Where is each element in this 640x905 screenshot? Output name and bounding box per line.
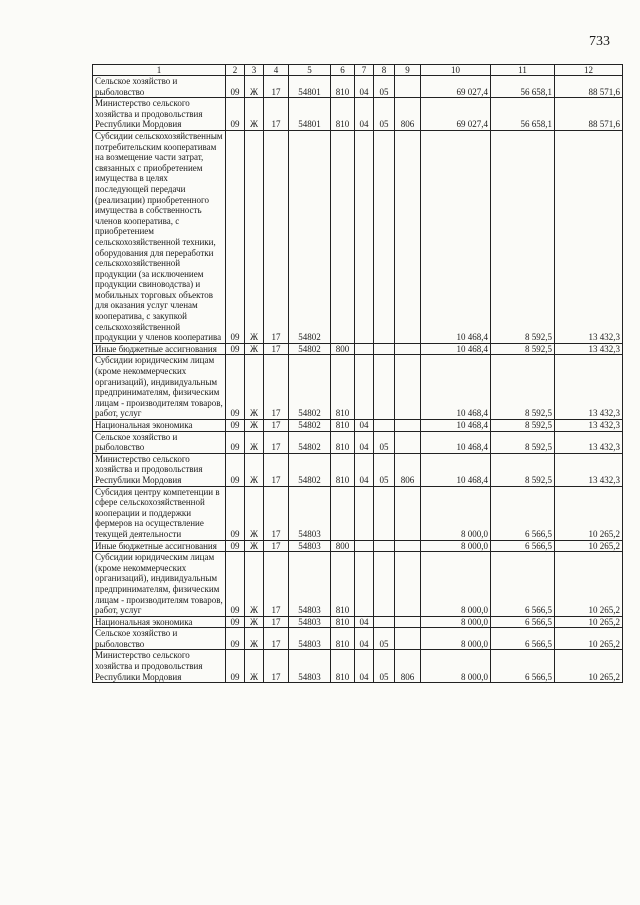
table-cell-col-7-section: 04 <box>355 420 374 432</box>
table-cell-col-10-amount: 10 468,4 <box>421 431 491 453</box>
table-cell-col-4: 17 <box>264 616 289 628</box>
table-cell-col-3: Ж <box>245 355 264 420</box>
table-cell-col-2: 09 <box>226 431 245 453</box>
column-header: 7 <box>355 65 374 76</box>
table-cell-col-4: 17 <box>264 486 289 540</box>
table-cell-col-9-ministry: 806 <box>395 650 421 683</box>
table-cell-col-6-type: 810 <box>331 76 355 98</box>
table-cell-col-12-amount: 88 571,6 <box>555 98 623 131</box>
table-cell-col-11-amount: 8 592,5 <box>491 453 555 486</box>
table-cell-col-12-amount: 13 432,3 <box>555 343 623 355</box>
table-cell-col-5-target: 54802 <box>289 130 331 343</box>
table-cell-col-10-amount: 10 468,4 <box>421 130 491 343</box>
table-cell-col-12-amount: 10 265,2 <box>555 616 623 628</box>
table-cell-col-4: 17 <box>264 355 289 420</box>
column-header: 12 <box>555 65 623 76</box>
table-cell-col-3: Ж <box>245 420 264 432</box>
table-cell-col-7-section <box>355 552 374 617</box>
table-cell-col-10-amount: 8 000,0 <box>421 628 491 650</box>
table-cell-col-10-amount: 10 468,4 <box>421 343 491 355</box>
table-cell-row-name: Национальная экономика <box>93 420 226 432</box>
table-cell-row-name: Министерство сельского хозяйства и продовольствия Республики Мордовия <box>93 650 226 683</box>
table-cell-col-2: 09 <box>226 616 245 628</box>
table-cell-col-8-subsection <box>374 343 395 355</box>
table-cell-col-9-ministry <box>395 130 421 343</box>
table-cell-row-name: Министерство сельского хозяйства и продовольствия Республики Мордовия <box>93 453 226 486</box>
table-cell-col-7-section <box>355 130 374 343</box>
table-row <box>93 420 623 432</box>
table-cell-col-8-subsection: 05 <box>374 453 395 486</box>
table-cell-col-9-ministry: 806 <box>395 453 421 486</box>
table-cell-col-3: Ж <box>245 130 264 343</box>
table-cell-col-2: 09 <box>226 76 245 98</box>
table-cell-col-12-amount: 13 432,3 <box>555 420 623 432</box>
table-cell-col-5-target: 54802 <box>289 355 331 420</box>
table-cell-col-8-subsection <box>374 540 395 552</box>
table-cell-col-12-amount: 13 432,3 <box>555 431 623 453</box>
table-cell-col-8-subsection <box>374 616 395 628</box>
table-cell-col-6-type: 810 <box>331 453 355 486</box>
table-row <box>93 453 623 486</box>
table-cell-col-8-subsection <box>374 486 395 540</box>
table-cell-col-3: Ж <box>245 486 264 540</box>
table-cell-col-3: Ж <box>245 616 264 628</box>
table-cell-col-10-amount: 69 027,4 <box>421 98 491 131</box>
table-cell-col-2: 09 <box>226 98 245 131</box>
table-cell-col-12-amount: 88 571,6 <box>555 76 623 98</box>
table-cell-col-10-amount: 10 468,4 <box>421 453 491 486</box>
column-header: 9 <box>395 65 421 76</box>
table-cell-col-3: Ж <box>245 98 264 131</box>
table-cell-col-11-amount: 8 592,5 <box>491 431 555 453</box>
table-row <box>93 76 623 98</box>
table-cell-col-12-amount: 10 265,2 <box>555 650 623 683</box>
table-cell-row-name: Сельское хозяйство и рыболовство <box>93 628 226 650</box>
table-cell-col-5-target: 54803 <box>289 628 331 650</box>
table-row <box>93 486 623 540</box>
table-cell-col-7-section: 04 <box>355 76 374 98</box>
column-header: 6 <box>331 65 355 76</box>
table-cell-col-6-type: 800 <box>331 343 355 355</box>
table-cell-col-11-amount: 6 566,5 <box>491 486 555 540</box>
table-cell-col-5-target: 54802 <box>289 431 331 453</box>
table-cell-col-7-section <box>355 486 374 540</box>
table-cell-col-11-amount: 56 658,1 <box>491 76 555 98</box>
table-cell-col-11-amount: 8 592,5 <box>491 130 555 343</box>
table-cell-col-9-ministry <box>395 628 421 650</box>
table-cell-row-name: Субсидии сельскохозяйственным потребительским кооперативам на возмещение части затрат, связанных с приобретением имущества в целях последующей передачи (реализации) приобретенного имущества в собственность членов кооператива, с приобретением сельскохозяйственной техники, оборудования для переработки сельскохозяйственной продукции (за исключением продукции свиноводства) и мобильных торговых объектов для оказания услуг членам кооператива, с закупкой сельскохозяйственной продукции у членов кооператива <box>93 130 226 343</box>
table-cell-col-11-amount: 6 566,5 <box>491 650 555 683</box>
table-cell-row-name: Субсидии юридическим лицам (кроме некоммерческих организаций), индивидуальным предпринимателям, физическим лицам - производителям товаров, работ, услуг <box>93 355 226 420</box>
table-cell-col-2: 09 <box>226 453 245 486</box>
table-cell-col-7-section <box>355 355 374 420</box>
table-cell-row-name: Субсидия центру компетенции в сфере сельскохозяйственной кооперации и поддержки фермеров на осуществление текущей деятельности <box>93 486 226 540</box>
table-cell-col-8-subsection: 05 <box>374 76 395 98</box>
table-cell-col-8-subsection: 05 <box>374 98 395 131</box>
table-cell-col-3: Ж <box>245 76 264 98</box>
table-cell-col-5-target: 54803 <box>289 540 331 552</box>
table-cell-col-11-amount: 6 566,5 <box>491 540 555 552</box>
table-cell-col-6-type: 810 <box>331 552 355 617</box>
budget-table <box>92 64 623 683</box>
table-cell-col-6-type: 810 <box>331 98 355 131</box>
table-cell-row-name: Национальная экономика <box>93 616 226 628</box>
table-cell-col-12-amount: 10 265,2 <box>555 628 623 650</box>
table-cell-col-11-amount: 6 566,5 <box>491 616 555 628</box>
table-cell-col-2: 09 <box>226 355 245 420</box>
table-cell-col-2: 09 <box>226 130 245 343</box>
table-cell-row-name: Сельское хозяйство и рыболовство <box>93 76 226 98</box>
table-row <box>93 355 623 420</box>
table-cell-col-2: 09 <box>226 552 245 617</box>
table-cell-col-5-target: 54802 <box>289 420 331 432</box>
table-cell-col-7-section: 04 <box>355 98 374 131</box>
table-cell-col-12-amount: 10 265,2 <box>555 540 623 552</box>
table-cell-col-7-section: 04 <box>355 616 374 628</box>
table-cell-col-8-subsection <box>374 355 395 420</box>
table-cell-col-6-type: 810 <box>331 355 355 420</box>
table-cell-col-11-amount: 8 592,5 <box>491 343 555 355</box>
table-cell-col-12-amount: 10 265,2 <box>555 552 623 617</box>
table-cell-col-4: 17 <box>264 343 289 355</box>
table-cell-col-5-target: 54802 <box>289 453 331 486</box>
table-cell-col-6-type: 810 <box>331 431 355 453</box>
table-cell-col-11-amount: 6 566,5 <box>491 628 555 650</box>
table-cell-col-7-section: 04 <box>355 453 374 486</box>
table-cell-col-12-amount: 13 432,3 <box>555 355 623 420</box>
table-cell-col-12-amount: 13 432,3 <box>555 453 623 486</box>
table-row <box>93 650 623 683</box>
table-cell-col-10-amount: 8 000,0 <box>421 540 491 552</box>
column-header: 11 <box>491 65 555 76</box>
table-cell-col-9-ministry <box>395 343 421 355</box>
table-row <box>93 98 623 131</box>
table-cell-col-8-subsection: 05 <box>374 650 395 683</box>
table-cell-col-6-type: 810 <box>331 616 355 628</box>
table-cell-row-name: Иные бюджетные ассигнования <box>93 540 226 552</box>
table-cell-col-3: Ж <box>245 431 264 453</box>
table-cell-col-10-amount: 10 468,4 <box>421 420 491 432</box>
column-header: 5 <box>289 65 331 76</box>
table-cell-col-3: Ж <box>245 628 264 650</box>
table-cell-col-7-section: 04 <box>355 650 374 683</box>
table-cell-col-2: 09 <box>226 628 245 650</box>
table-cell-col-12-amount: 10 265,2 <box>555 486 623 540</box>
table-cell-col-4: 17 <box>264 552 289 617</box>
table-cell-col-8-subsection <box>374 552 395 617</box>
table-cell-col-5-target: 54801 <box>289 98 331 131</box>
table-cell-col-9-ministry <box>395 76 421 98</box>
table-cell-col-7-section: 04 <box>355 628 374 650</box>
table-cell-col-5-target: 54803 <box>289 486 331 540</box>
table-cell-row-name: Сельское хозяйство и рыболовство <box>93 431 226 453</box>
column-header: 3 <box>245 65 264 76</box>
table-cell-col-6-type: 810 <box>331 420 355 432</box>
table-cell-col-11-amount: 6 566,5 <box>491 552 555 617</box>
table-cell-col-9-ministry <box>395 420 421 432</box>
table-cell-col-9-ministry <box>395 540 421 552</box>
table-cell-col-4: 17 <box>264 453 289 486</box>
table-row <box>93 431 623 453</box>
table-cell-col-8-subsection: 05 <box>374 628 395 650</box>
table-cell-col-8-subsection <box>374 130 395 343</box>
table-cell-col-9-ministry: 806 <box>395 98 421 131</box>
table-row <box>93 540 623 552</box>
table-cell-col-8-subsection: 05 <box>374 431 395 453</box>
table-row <box>93 616 623 628</box>
table-cell-col-9-ministry <box>395 616 421 628</box>
table-cell-col-3: Ж <box>245 540 264 552</box>
table-cell-row-name: Иные бюджетные ассигнования <box>93 343 226 355</box>
table-cell-col-12-amount: 13 432,3 <box>555 130 623 343</box>
table-cell-col-2: 09 <box>226 540 245 552</box>
table-cell-col-6-type: 810 <box>331 628 355 650</box>
table-row <box>93 552 623 617</box>
table-cell-col-3: Ж <box>245 453 264 486</box>
table-cell-col-9-ministry <box>395 431 421 453</box>
table-cell-col-5-target: 54801 <box>289 76 331 98</box>
table-cell-col-5-target: 54802 <box>289 343 331 355</box>
table-cell-col-10-amount: 8 000,0 <box>421 650 491 683</box>
table-header-row <box>93 65 623 76</box>
column-header: 4 <box>264 65 289 76</box>
table-cell-col-7-section <box>355 343 374 355</box>
table-cell-col-8-subsection <box>374 420 395 432</box>
table-cell-col-11-amount: 56 658,1 <box>491 98 555 131</box>
table-cell-col-4: 17 <box>264 420 289 432</box>
table-row <box>93 343 623 355</box>
column-header: 10 <box>421 65 491 76</box>
table-cell-col-5-target: 54803 <box>289 650 331 683</box>
column-header: 8 <box>374 65 395 76</box>
table-cell-col-2: 09 <box>226 650 245 683</box>
table-cell-col-2: 09 <box>226 420 245 432</box>
column-header: 1 <box>93 65 226 76</box>
table-cell-col-2: 09 <box>226 486 245 540</box>
column-header: 2 <box>226 65 245 76</box>
table-cell-col-2: 09 <box>226 343 245 355</box>
table-cell-col-10-amount: 8 000,0 <box>421 616 491 628</box>
table-cell-col-11-amount: 8 592,5 <box>491 355 555 420</box>
table-cell-col-4: 17 <box>264 628 289 650</box>
table-cell-col-7-section <box>355 540 374 552</box>
table-cell-col-6-type: 810 <box>331 650 355 683</box>
table-cell-col-6-type <box>331 486 355 540</box>
table-cell-col-4: 17 <box>264 130 289 343</box>
table-cell-col-6-type: 800 <box>331 540 355 552</box>
table-cell-col-10-amount: 8 000,0 <box>421 486 491 540</box>
table-cell-col-9-ministry <box>395 486 421 540</box>
table-cell-col-4: 17 <box>264 98 289 131</box>
table-cell-col-3: Ж <box>245 650 264 683</box>
table-row <box>93 130 623 343</box>
table-cell-col-10-amount: 8 000,0 <box>421 552 491 617</box>
table-cell-col-5-target: 54803 <box>289 616 331 628</box>
table-cell-col-7-section: 04 <box>355 431 374 453</box>
table-cell-col-4: 17 <box>264 540 289 552</box>
table-cell-col-11-amount: 8 592,5 <box>491 420 555 432</box>
table-cell-col-4: 17 <box>264 650 289 683</box>
page-number: 733 <box>589 34 610 49</box>
table-cell-col-4: 17 <box>264 76 289 98</box>
table-row <box>93 628 623 650</box>
table-cell-row-name: Министерство сельского хозяйства и продовольствия Республики Мордовия <box>93 98 226 131</box>
table-cell-col-3: Ж <box>245 343 264 355</box>
table-cell-col-4: 17 <box>264 431 289 453</box>
table-cell-col-5-target: 54803 <box>289 552 331 617</box>
table-cell-col-6-type <box>331 130 355 343</box>
table-cell-col-10-amount: 10 468,4 <box>421 355 491 420</box>
table-cell-col-9-ministry <box>395 355 421 420</box>
table-cell-col-9-ministry <box>395 552 421 617</box>
table-cell-col-10-amount: 69 027,4 <box>421 76 491 98</box>
table-cell-row-name: Субсидии юридическим лицам (кроме некоммерческих организаций), индивидуальным предпринимателям, физическим лицам - производителям товаров, работ, услуг <box>93 552 226 617</box>
table-cell-col-3: Ж <box>245 552 264 617</box>
